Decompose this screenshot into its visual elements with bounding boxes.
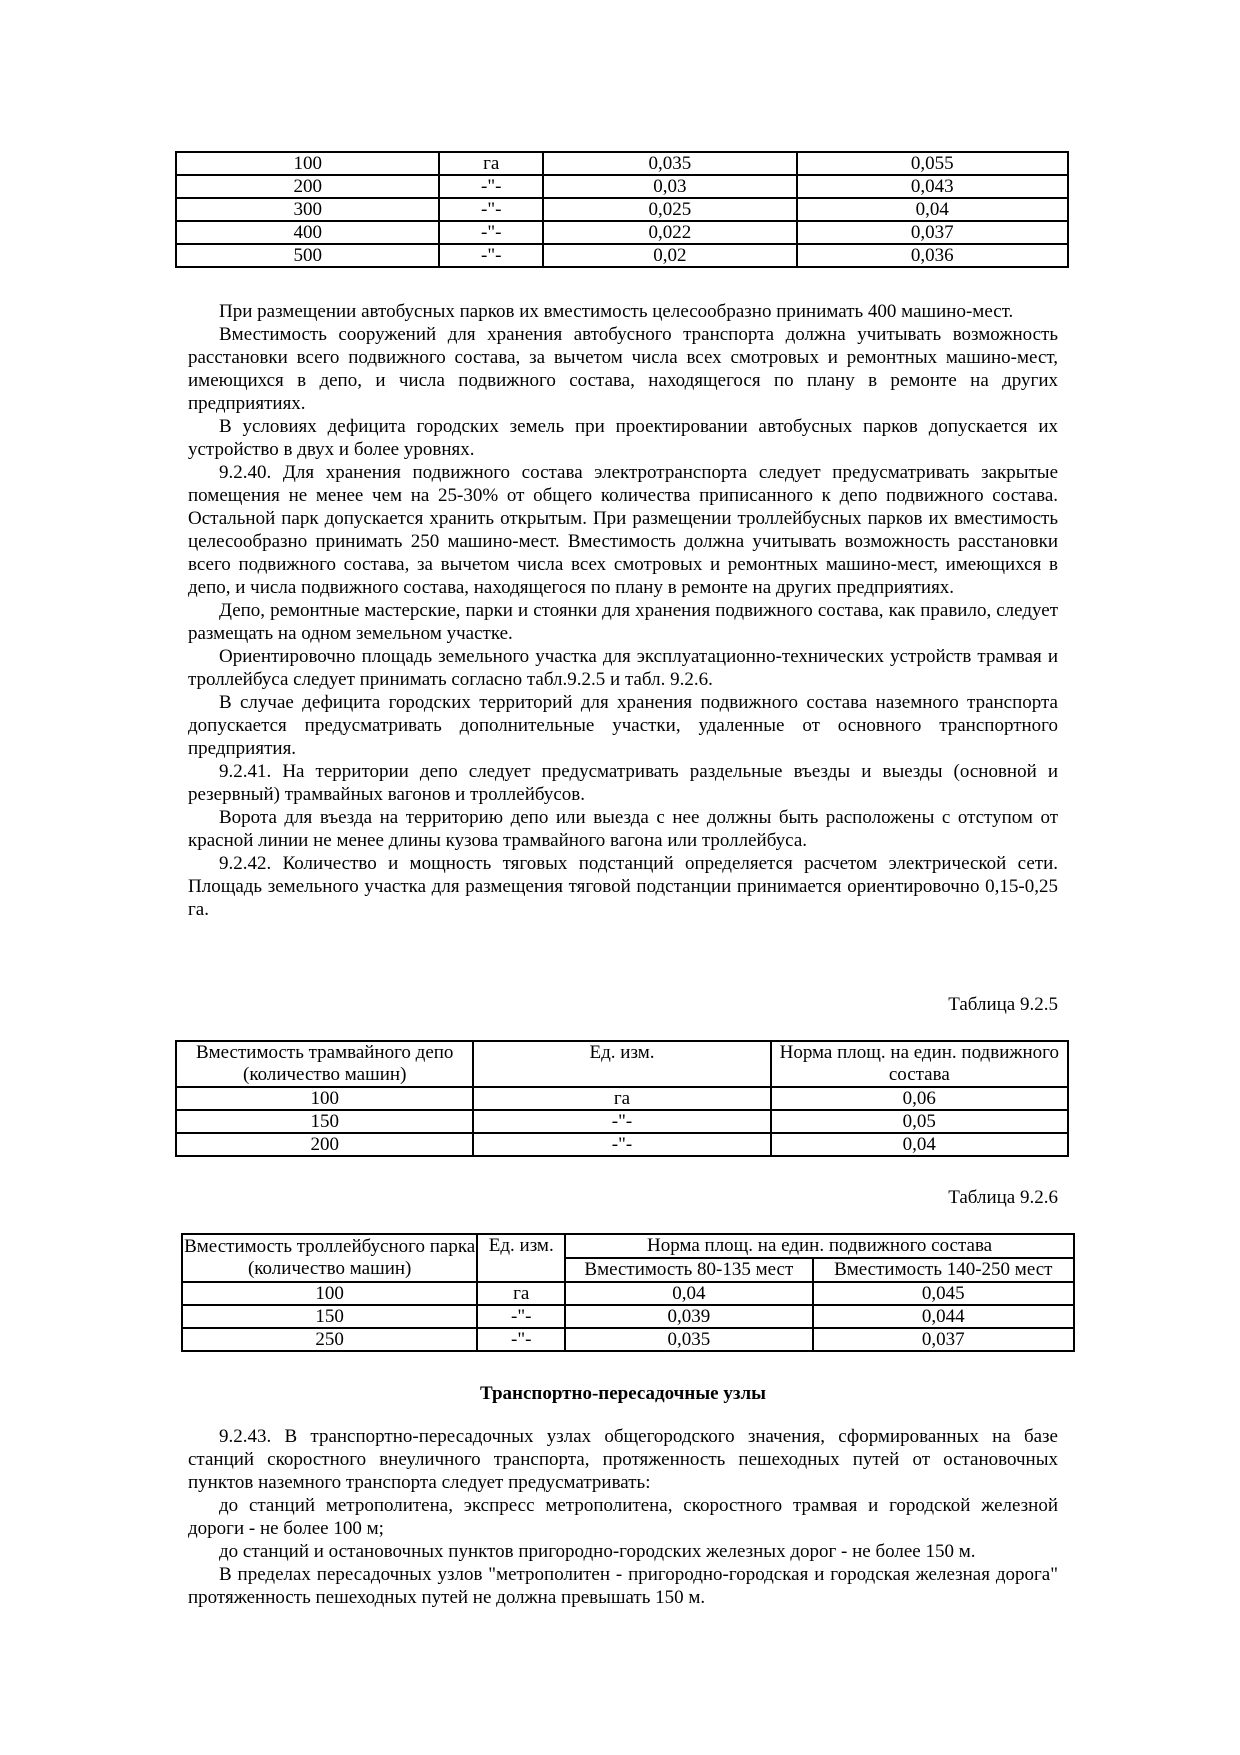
table-cell: 150 xyxy=(182,1305,477,1328)
table-cell: -"- xyxy=(439,198,543,221)
table-row xyxy=(176,198,1068,221)
table-cell: 100 xyxy=(176,1087,473,1110)
paragraph: 9.2.42. Количество и мощность тяговых подстанций определяется расчетом электрической сети. Площадь земельного участка для размещения тяговой подстанции принимается ориентировочно 0,15-0,25 га. xyxy=(188,853,1058,920)
table-cell: 0,025 xyxy=(543,198,796,221)
table-cell: 250 xyxy=(182,1328,477,1351)
paragraph: 9.2.40. Для хранения подвижного состава электротранспорта следует предусматривать закрытые помещения не менее чем на 25-30% от общего количества приписанного к депо подвижного состава. Остальной парк допускается хранить открытым. При размещении троллейбусных парков их вместимость целесообразно принимать 250 машино-мест. Вместимость должна учитывать возможность расстановки всего подвижного состава, за вычетом числа всех смотровых и ремонтных машино-мест, имеющихся в депо, и числа подвижного состава, находящегося по плану в ремонте на других предприятиях. xyxy=(188,462,1058,598)
table-cell: -"- xyxy=(473,1110,770,1133)
paragraph: При размещении автобусных парков их вместимость целесообразно принимать 400 машино-мест. xyxy=(219,301,1014,322)
table-cell: 0,05 xyxy=(771,1110,1068,1133)
table-cell: -"- xyxy=(439,221,543,244)
table-cell: 500 xyxy=(176,244,439,267)
table-caption-9-2-5: Таблица 9.2.5 xyxy=(948,994,1058,1015)
table-row xyxy=(182,1282,1074,1305)
table-cell: 0,036 xyxy=(797,244,1068,267)
table-cell: -"- xyxy=(477,1328,565,1351)
column-header: Ед. изм. xyxy=(473,1041,770,1087)
table-cell: 200 xyxy=(176,1133,473,1156)
table-cell: 0,06 xyxy=(771,1087,1068,1110)
table-cell: 0,04 xyxy=(797,198,1068,221)
table-trolleybus-park xyxy=(181,1233,1075,1352)
paragraph: 9.2.41. На территории депо следует предусматривать раздельные въезды и выезды (основной и резервный) трамвайных вагонов и троллейбусов. xyxy=(188,761,1058,805)
table-cell: 0,035 xyxy=(565,1328,812,1351)
table-row xyxy=(176,1110,1068,1133)
table-row xyxy=(182,1305,1074,1328)
table-row xyxy=(176,1087,1068,1110)
table-cell: -"- xyxy=(439,244,543,267)
table-tram-depot xyxy=(175,1040,1069,1157)
table-cell: га xyxy=(477,1282,565,1305)
column-header: Вместимость 80-135 мест xyxy=(565,1258,812,1282)
table-cell: 0,035 xyxy=(543,152,796,175)
table-cell: 0,037 xyxy=(797,221,1068,244)
table-row xyxy=(176,152,1068,175)
paragraph: 9.2.43. В транспортно-пересадочных узлах общегородского значения, сформированных на базе станций скоростного внеуличного транспорта, протяженность пешеходных путей от остановочных пунктов наземного транспорта следует предусматривать: xyxy=(188,1426,1058,1493)
paragraph: Вместимость сооружений для хранения автобусного транспорта должна учитывать возможность расстановки всего подвижного состава, за вычетом числа всех смотровых и ремонтных машино-мест, имеющихся в депо, и числа подвижного состава, находящегося по плану в ремонте на других предприятиях. xyxy=(188,324,1058,414)
paragraph: Ворота для въезда на территорию депо или выезда с нее должны быть расположены с отступом от красной линии не менее длины кузова трамвайного вагона или троллейбуса. xyxy=(188,807,1058,851)
table-cell: 0,04 xyxy=(565,1282,812,1305)
table-cell: га xyxy=(473,1087,770,1110)
table-cell: 0,044 xyxy=(813,1305,1074,1328)
paragraph: В пределах пересадочных узлов "метрополитен - пригородно-городская и городская железная дорога" протяженность пешеходных путей не должна превышать 150 м. xyxy=(188,1564,1058,1608)
column-header: Вместимость троллейбусного парка (количество машин) xyxy=(182,1234,477,1282)
body-text-section-1 xyxy=(188,300,1058,921)
table-cell: 0,022 xyxy=(543,221,796,244)
table-row xyxy=(176,244,1068,267)
table-cell: 0,043 xyxy=(797,175,1068,198)
paragraph: Депо, ремонтные мастерские, парки и стоянки для хранения подвижного состава, как правило, следует размещать на одном земельном участке. xyxy=(188,600,1058,644)
table-cell: -"- xyxy=(473,1133,770,1156)
body-text-section-2 xyxy=(188,1425,1058,1609)
section-heading: Транспортно-пересадочные узлы xyxy=(480,1383,766,1404)
paragraph: до станций метрополитена, экспресс метрополитена, скоростного трамвая и городской железной дороги - не более 100 м; xyxy=(188,1495,1058,1539)
table-header-row xyxy=(182,1234,1074,1258)
table-cell: -"- xyxy=(477,1305,565,1328)
table-cell: 100 xyxy=(182,1282,477,1305)
column-header: Ед. изм. xyxy=(477,1234,565,1282)
table-cell: га xyxy=(439,152,543,175)
table-capacity-bus xyxy=(175,151,1069,268)
table-caption-9-2-6: Таблица 9.2.6 xyxy=(948,1187,1058,1208)
paragraph: Ориентировочно площадь земельного участка для эксплуатационно-технических устройств трамвая и троллейбуса следует принимать согласно табл.9.2.5 и табл. 9.2.6. xyxy=(188,646,1058,690)
column-group-header: Норма площ. на един. подвижного состава xyxy=(565,1234,1074,1258)
table-cell: 200 xyxy=(176,175,439,198)
table-cell: 300 xyxy=(176,198,439,221)
table-cell: 100 xyxy=(176,152,439,175)
paragraph: до станций и остановочных пунктов пригородно-городских железных дорог - не более 150 м. xyxy=(219,1541,976,1562)
paragraph: В случае дефицита городских территорий для хранения подвижного состава наземного транспорта допускается предусматривать дополнительные участки, удаленные от основного транспортного предприятия. xyxy=(188,692,1058,759)
table-cell: 150 xyxy=(176,1110,473,1133)
table-cell: -"- xyxy=(439,175,543,198)
column-header: Вместимость 140-250 мест xyxy=(813,1258,1074,1282)
table-row xyxy=(176,1133,1068,1156)
table-header-row xyxy=(176,1041,1068,1087)
table-row xyxy=(182,1328,1074,1351)
column-header: Норма площ. на един. подвижного состава xyxy=(771,1041,1068,1087)
table-row xyxy=(176,221,1068,244)
table-cell: 0,02 xyxy=(543,244,796,267)
paragraph: В условиях дефицита городских земель при проектировании автобусных парков допускается их устройство в двух и более уровнях. xyxy=(188,416,1058,460)
column-header: Вместимость трамвайного депо (количество машин) xyxy=(176,1041,473,1087)
table-cell: 0,055 xyxy=(797,152,1068,175)
table-cell: 0,04 xyxy=(771,1133,1068,1156)
table-cell: 0,03 xyxy=(543,175,796,198)
table-cell: 0,039 xyxy=(565,1305,812,1328)
table-cell: 0,037 xyxy=(813,1328,1074,1351)
table-row xyxy=(176,175,1068,198)
table-cell: 0,045 xyxy=(813,1282,1074,1305)
table-cell: 400 xyxy=(176,221,439,244)
